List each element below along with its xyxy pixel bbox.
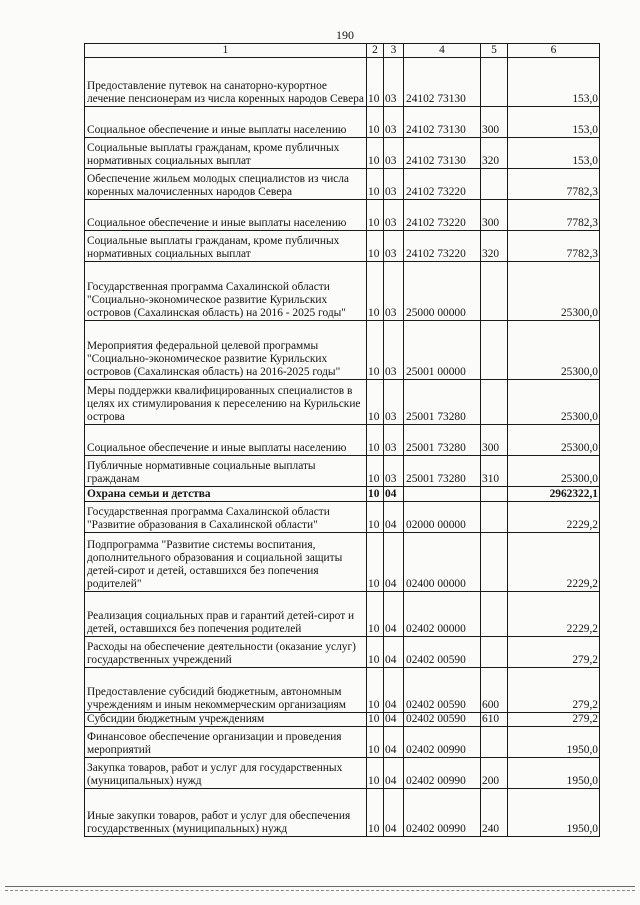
cell-subsection: 03 <box>384 231 404 262</box>
cell-target-article: 02000 00000 <box>404 502 481 533</box>
cell-section: 10 <box>367 321 384 380</box>
cell-expense-type: 300 <box>481 425 508 456</box>
cell-name: Публичные нормативные социальные выплаты гражданам <box>85 456 367 487</box>
cell-subsection: 03 <box>384 169 404 200</box>
cell-name: Социальное обеспечение и иные выплаты населению <box>85 200 367 231</box>
cell-section: 10 <box>367 456 384 487</box>
cell-section: 10 <box>367 262 384 321</box>
cell-name: Социальное обеспечение и иные выплаты населению <box>85 425 367 456</box>
cell-amount: 2229,2 <box>508 533 600 592</box>
column-header: 1 <box>85 44 367 58</box>
cell-name: Мероприятия федеральной целевой программы "Социально-экономическое развитие Курильских островов (Сахалинская область) на 2016-2025 годы" <box>85 321 367 380</box>
table-row <box>85 758 600 789</box>
cell-amount: 25300,0 <box>508 456 600 487</box>
cell-subsection: 03 <box>384 425 404 456</box>
cell-section: 10 <box>367 231 384 262</box>
cell-subsection: 04 <box>384 758 404 789</box>
cell-section: 10 <box>367 789 384 837</box>
cell-target-article: 02402 00590 <box>404 668 481 713</box>
cell-amount: 7782,3 <box>508 200 600 231</box>
cell-target-article: 25001 73280 <box>404 456 481 487</box>
cell-subsection: 04 <box>384 592 404 637</box>
cell-section: 10 <box>367 487 384 502</box>
cell-expense-type: 300 <box>481 107 508 138</box>
cell-target-article: 02402 00990 <box>404 758 481 789</box>
cell-target-article: 02400 00000 <box>404 533 481 592</box>
table-row <box>85 380 600 425</box>
cell-name: Предоставление путевок на санаторно-курортное лечение пенсионерам из числа коренных народов Севера <box>85 58 367 107</box>
cell-expense-type <box>481 502 508 533</box>
cell-expense-type: 310 <box>481 456 508 487</box>
cell-expense-type: 600 <box>481 668 508 713</box>
cell-amount: 2229,2 <box>508 592 600 637</box>
cell-amount: 1950,0 <box>508 789 600 837</box>
cell-expense-type: 240 <box>481 789 508 837</box>
table-row <box>85 592 600 637</box>
cell-name: Охрана семьи и детства <box>85 487 367 502</box>
table-row <box>85 138 600 169</box>
cell-name: Обеспечение жильем молодых специалистов из числа коренных малочисленных народов Севера <box>85 169 367 200</box>
cell-section: 10 <box>367 380 384 425</box>
cell-amount: 279,2 <box>508 637 600 668</box>
column-header: 5 <box>481 44 508 58</box>
cell-amount: 153,0 <box>508 107 600 138</box>
cell-section: 10 <box>367 713 384 727</box>
cell-section: 10 <box>367 592 384 637</box>
cell-subsection: 04 <box>384 668 404 713</box>
cell-section: 10 <box>367 107 384 138</box>
cell-section: 10 <box>367 758 384 789</box>
cell-section: 10 <box>367 200 384 231</box>
cell-expense-type <box>481 487 508 502</box>
cell-target-article: 24102 73130 <box>404 58 481 107</box>
cell-amount: 2962322,1 <box>508 487 600 502</box>
cell-subsection: 03 <box>384 138 404 169</box>
cell-target-article: 25001 00000 <box>404 321 481 380</box>
page-bottom-rule <box>5 886 635 887</box>
table-row <box>85 456 600 487</box>
table-row <box>85 789 600 837</box>
cell-section: 10 <box>367 425 384 456</box>
cell-target-article: 25001 73280 <box>404 380 481 425</box>
cell-amount: 25300,0 <box>508 425 600 456</box>
table-row <box>85 533 600 592</box>
cell-subsection: 04 <box>384 713 404 727</box>
cell-expense-type: 320 <box>481 231 508 262</box>
cell-subsection: 03 <box>384 107 404 138</box>
cell-amount: 1950,0 <box>508 727 600 758</box>
cell-target-article: 25001 73280 <box>404 425 481 456</box>
table-row <box>85 727 600 758</box>
cell-target-article: 24102 73130 <box>404 107 481 138</box>
cell-amount: 279,2 <box>508 713 600 727</box>
cell-amount: 1950,0 <box>508 758 600 789</box>
cell-target-article: 02402 00000 <box>404 592 481 637</box>
cell-name: Финансовое обеспечение организации и проведения мероприятий <box>85 727 367 758</box>
cell-target-article <box>404 487 481 502</box>
cell-target-article: 02402 00990 <box>404 727 481 758</box>
table-row <box>85 107 600 138</box>
cell-subsection: 03 <box>384 262 404 321</box>
cell-subsection: 03 <box>384 321 404 380</box>
cell-amount: 279,2 <box>508 668 600 713</box>
cell-name: Реализация социальных прав и гарантий детей-сирот и детей, оставшихся без попечения родителей <box>85 592 367 637</box>
table-row <box>85 169 600 200</box>
cell-subsection: 04 <box>384 789 404 837</box>
cell-expense-type <box>481 637 508 668</box>
cell-section: 10 <box>367 138 384 169</box>
cell-target-article: 02402 00590 <box>404 713 481 727</box>
cell-name: Социальное обеспечение и иные выплаты населению <box>85 107 367 138</box>
cell-name: Иные закупки товаров, работ и услуг для обеспечения государственных (муниципальных) нужд <box>85 789 367 837</box>
cell-name: Социальные выплаты гражданам, кроме публичных нормативных социальных выплат <box>85 231 367 262</box>
table-row <box>85 487 600 502</box>
table-row <box>85 713 600 727</box>
column-header-row <box>85 44 600 58</box>
cell-target-article: 24102 73220 <box>404 200 481 231</box>
table-row <box>85 58 600 107</box>
cell-amount: 7782,3 <box>508 231 600 262</box>
cell-expense-type <box>481 169 508 200</box>
cell-name: Государственная программа Сахалинской области "Социально-экономическое развитие Курильских островов (Сахалинская область) на 2016 - 2025 годы" <box>85 262 367 321</box>
cell-subsection: 04 <box>384 637 404 668</box>
cell-target-article: 02402 00990 <box>404 789 481 837</box>
cell-subsection: 04 <box>384 533 404 592</box>
table-row <box>85 231 600 262</box>
cell-amount: 7782,3 <box>508 169 600 200</box>
cell-expense-type <box>481 533 508 592</box>
table-row <box>85 425 600 456</box>
cell-expense-type: 320 <box>481 138 508 169</box>
cell-target-article: 24102 73220 <box>404 231 481 262</box>
table-row <box>85 668 600 713</box>
cell-amount: 25300,0 <box>508 321 600 380</box>
cell-target-article: 25000 00000 <box>404 262 481 321</box>
cell-section: 10 <box>367 668 384 713</box>
cell-name: Меры поддержки квалифицированных специалистов в целях их стимулирования к переселению на Курильские острова <box>85 380 367 425</box>
cell-section: 10 <box>367 58 384 107</box>
cell-expense-type <box>481 262 508 321</box>
table-row <box>85 502 600 533</box>
cell-section: 10 <box>367 727 384 758</box>
table-row <box>85 262 600 321</box>
cell-subsection: 03 <box>384 58 404 107</box>
cell-subsection: 03 <box>384 380 404 425</box>
cell-expense-type: 200 <box>481 758 508 789</box>
page-number: 190 <box>336 28 354 42</box>
cell-target-article: 02402 00590 <box>404 637 481 668</box>
cell-subsection: 04 <box>384 502 404 533</box>
budget-table <box>84 43 600 837</box>
table-row <box>85 200 600 231</box>
cell-name: Государственная программа Сахалинской области "Развитие образования в Сахалинской области" <box>85 502 367 533</box>
table-row <box>85 321 600 380</box>
cell-name: Закупка товаров, работ и услуг для государственных (муниципальных) нужд <box>85 758 367 789</box>
cell-subsection: 04 <box>384 727 404 758</box>
cell-amount: 153,0 <box>508 138 600 169</box>
cell-section: 10 <box>367 533 384 592</box>
cell-subsection: 03 <box>384 456 404 487</box>
cell-expense-type <box>481 727 508 758</box>
column-header: 4 <box>404 44 481 58</box>
cell-name: Подпрограмма "Развитие системы воспитания, дополнительного образования и социальной защиты детей-сирот и детей, оставшихся без попечения родителей" <box>85 533 367 592</box>
cell-name: Субсидии бюджетным учреждениям <box>85 713 367 727</box>
cell-target-article: 24102 73220 <box>404 169 481 200</box>
cell-expense-type <box>481 58 508 107</box>
cell-expense-type: 300 <box>481 200 508 231</box>
cell-expense-type <box>481 380 508 425</box>
cell-expense-type: 610 <box>481 713 508 727</box>
cell-target-article: 24102 73130 <box>404 138 481 169</box>
cell-section: 10 <box>367 637 384 668</box>
table-row <box>85 637 600 668</box>
cell-expense-type <box>481 321 508 380</box>
column-header: 3 <box>384 44 404 58</box>
cell-amount: 25300,0 <box>508 262 600 321</box>
page-bottom-rule-secondary <box>5 890 635 891</box>
cell-section: 10 <box>367 169 384 200</box>
cell-expense-type <box>481 592 508 637</box>
column-header: 2 <box>367 44 384 58</box>
cell-subsection: 04 <box>384 487 404 502</box>
column-header: 6 <box>508 44 600 58</box>
cell-name: Предоставление субсидий бюджетным, автономным учреждениям и иным некоммерческим организациям <box>85 668 367 713</box>
cell-amount: 153,0 <box>508 58 600 107</box>
cell-amount: 25300,0 <box>508 380 600 425</box>
cell-amount: 2229,2 <box>508 502 600 533</box>
cell-subsection: 03 <box>384 200 404 231</box>
cell-name: Расходы на обеспечение деятельности (оказание услуг) государственных учреждений <box>85 637 367 668</box>
cell-section: 10 <box>367 502 384 533</box>
cell-name: Социальные выплаты гражданам, кроме публичных нормативных социальных выплат <box>85 138 367 169</box>
